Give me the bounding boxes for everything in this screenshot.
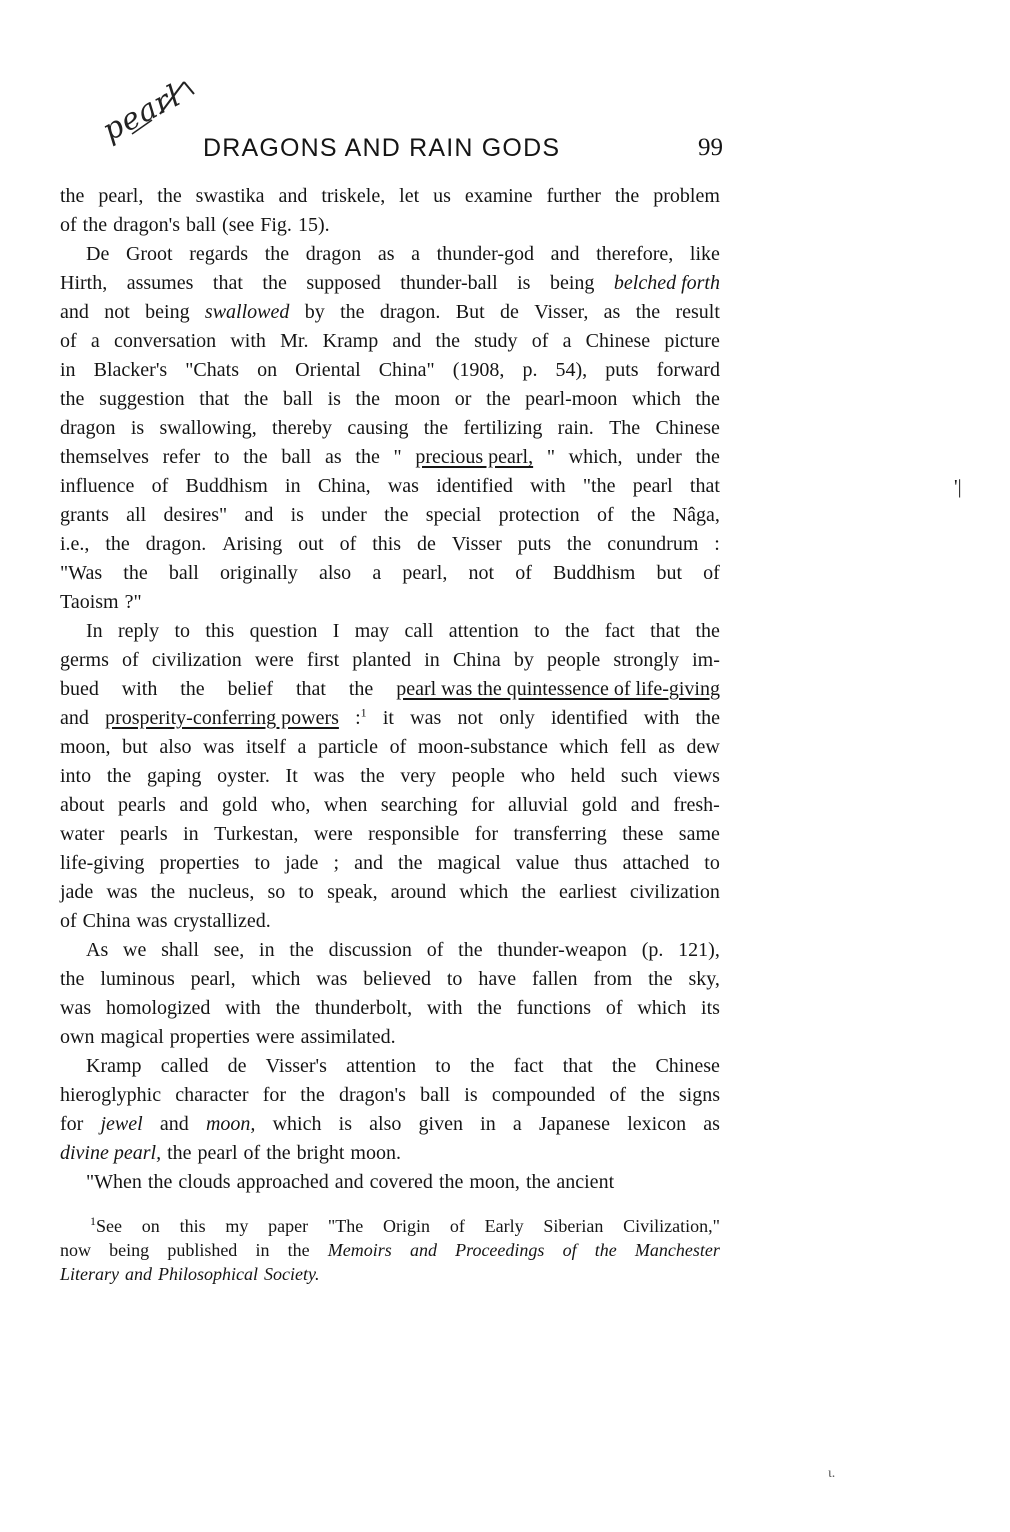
text-line: of a conversation with Mr. Kramp and the study of a Chinese picture <box>60 330 720 352</box>
text-line: moon, but also was itself a particle of moon-substance which fell as dew <box>60 736 720 758</box>
text-line: As we shall see, in the discussion of the thunder-weapon (p. 121), <box>86 939 720 961</box>
text-line: In reply to this question I may call attention to the fact that the <box>86 620 720 642</box>
body-text <box>60 182 720 1197</box>
handwritten-annotation: pearl <box>96 78 188 149</box>
text-line: was homologized with the thunderbolt, with the functions of which its <box>60 997 720 1019</box>
footnote-line: $^1$See on this my paper "The Origin of Early Siberian Civilization," <box>90 1214 720 1236</box>
text-line: De Groot regards the dragon as a thunder-god and therefore, like <box>86 243 720 265</box>
text-line: germs of civilization were first planted in China by people strongly im- <box>60 649 720 671</box>
text-line: i.e., the dragon. Arising out of this de Visser puts the conundrum : <box>60 533 720 555</box>
text-line: the pearl, the swastika and triskele, let us examine further the problem <box>60 185 720 207</box>
text-line: own magical properties were assimilated. <box>60 1026 396 1048</box>
text-line: of China was crystallized. <box>60 910 271 932</box>
text-line: the suggestion that the ball is the moon or the pearl-moon which the <box>60 388 720 410</box>
text-line: themselves refer to the ball as the " precious pearl, " which, under the <box>60 446 720 468</box>
text-line: water pearls in Turkestan, were responsible for transferring these same <box>60 823 720 845</box>
margin-mark: '| <box>954 476 962 498</box>
text-line: Kramp called de Visser's attention to the fact that the Chinese <box>86 1055 720 1077</box>
footnote-line: Literary and Philosophical Society. <box>60 1264 320 1284</box>
text-line: about pearls and gold who, when searching for alluvial gold and fresh- <box>60 794 720 816</box>
text-line: in Blacker's "Chats on Oriental China" (1908, p. 54), puts forward <box>60 359 720 381</box>
footnote-block <box>60 1214 720 1286</box>
running-title: DRAGONS AND RAIN GODS <box>203 134 561 162</box>
text-line: of the dragon's ball (see Fig. 15). <box>60 214 330 236</box>
text-line: "Was the ball originally also a pearl, not of Buddhism but of <box>60 562 720 584</box>
text-line: for jewel and moon, which is also given in a Japanese lexicon as <box>60 1113 720 1135</box>
text-line: bued with the belief that the pearl was the quintessence of life-giving <box>60 678 720 700</box>
text-line: grants all desires" and is under the special protection of the Nâga, <box>60 504 720 526</box>
text-line: hieroglyphic character for the dragon's ball is compounded of the signs <box>60 1084 720 1106</box>
text-line: "When the clouds approached and covered the moon, the ancient <box>86 1171 615 1193</box>
text-line: the luminous pearl, which was believed to have fallen from the sky, <box>60 968 720 990</box>
corner-mark: ι. <box>828 1466 836 1481</box>
text-line: Hirth, assumes that the supposed thunder-ball is being belched forth <box>60 272 720 294</box>
text-line: Taoism ?" <box>60 591 142 613</box>
page-header <box>203 134 723 168</box>
page-number: 99 <box>698 134 723 161</box>
text-line: jade was the nucleus, so to speak, around which the earliest civilization <box>60 881 720 903</box>
text-line: influence of Buddhism in China, was identified with "the pearl that <box>60 475 720 497</box>
text-line: and not being swallowed by the dragon. But de Visser, as the result <box>60 301 720 323</box>
text-line: divine pearl, the pearl of the bright moon. <box>60 1142 401 1164</box>
footnote-line: now being published in the Memoirs and Proceedings of the Manchester <box>60 1240 720 1260</box>
text-line: life-giving properties to jade ; and the magical value thus attached to <box>60 852 720 874</box>
text-line: dragon is swallowing, thereby causing the fertilizing rain. The Chinese <box>60 417 720 439</box>
text-line: into the gaping oyster. It was the very people who held such views <box>60 765 720 787</box>
text-line: and prosperity-conferring powers :$^1$ it was not only identified with the <box>60 705 720 729</box>
